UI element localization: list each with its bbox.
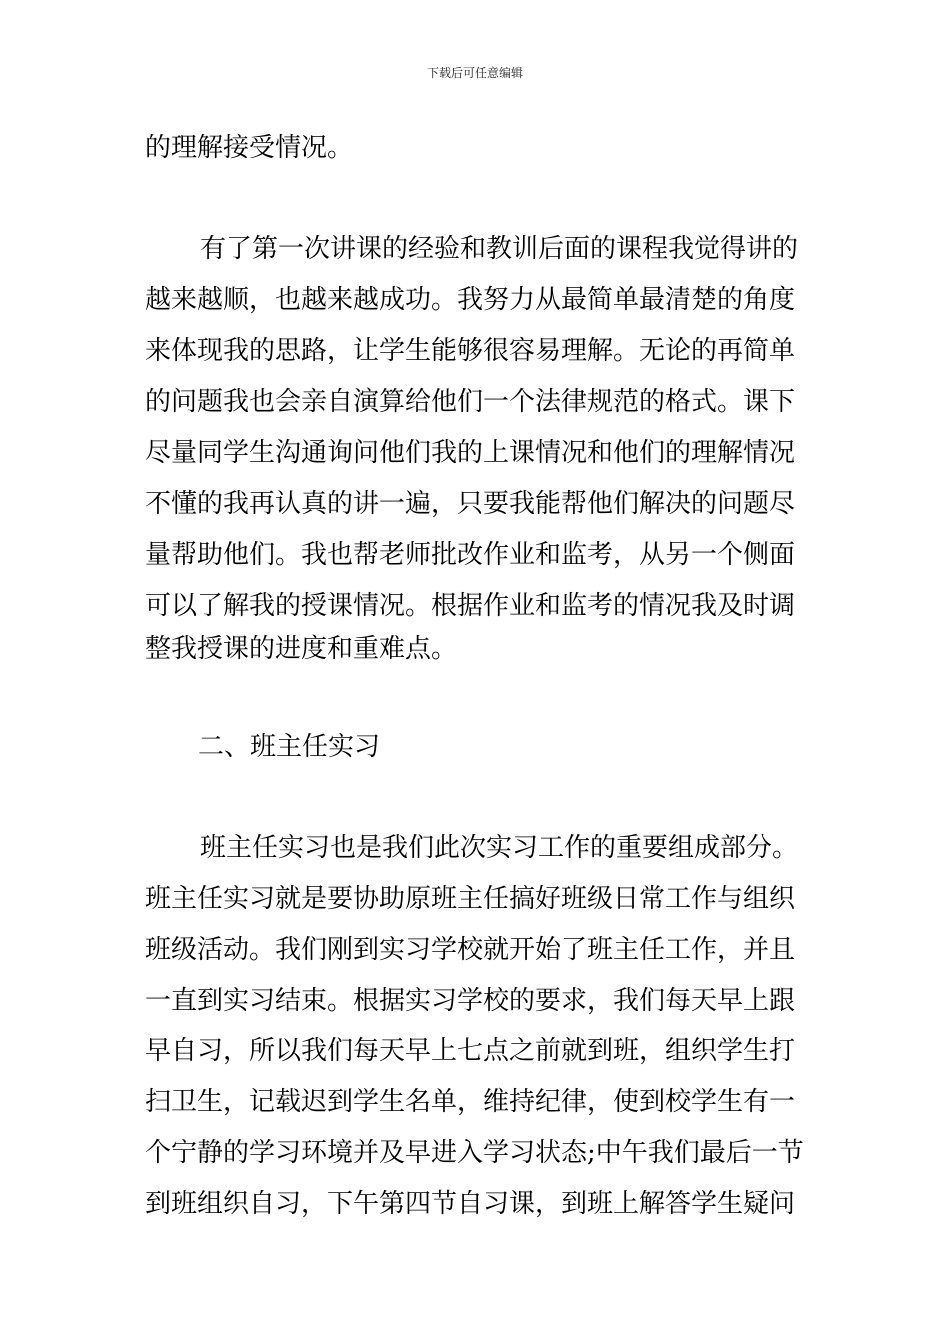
- paragraph-line: 有了第一次讲课的经验和教训后面的课程我觉得讲的: [200, 234, 799, 264]
- paragraph-line: 到班组织自习，下午第四节自习课，到班上解答学生疑问: [145, 1189, 796, 1219]
- paragraph-line: 不懂的我再认真的讲一遍，只要我能帮他们解决的问题尽: [145, 489, 796, 519]
- section-heading: 二、班主任实习: [198, 732, 381, 762]
- paragraph-line: 尽量同学生沟通询问他们我的上课情况和他们的理解情况: [145, 438, 796, 468]
- paragraph-line: 个宁静的学习环境并及早进入学习状态;中午我们最后一节: [145, 1138, 804, 1168]
- paragraph-line: 一直到实习结束。根据实习学校的要求，我们每天早上跟: [145, 986, 796, 1016]
- paragraph-line: 扫卫生，记载迟到学生名单，维持纪律，使到校学生有一: [145, 1087, 796, 1117]
- paragraph-line: 来体现我的思路，让学生能够很容易理解。无论的再简单: [145, 336, 796, 366]
- paragraph-line: 越来越顺，也越来越成功。我努力从最简单最清楚的角度: [145, 285, 796, 315]
- paragraph-line: 整我授课的进度和重难点。: [145, 634, 458, 664]
- paragraph-line: 早自习，所以我们每天早上七点之前就到班，组织学生打: [145, 1036, 796, 1066]
- paragraph-line: 班主任实习也是我们此次实习工作的重要组成部分。: [200, 833, 799, 863]
- paragraph-line: 可以了解我的授课情况。根据作业和监考的情况我及时调: [145, 591, 796, 621]
- paragraph-line: 量帮助他们。我也帮老师批改作业和监考，从另一个侧面: [145, 540, 796, 570]
- paragraph-line: 班主任实习就是要协助原班主任搞好班级日常工作与组织: [145, 884, 796, 914]
- paragraph-line: 班级活动。我们刚到实习学校就开始了班主任工作，并且: [145, 935, 796, 965]
- paragraph-line: 的理解接受情况。: [145, 133, 354, 163]
- paragraph-line: 的问题我也会亲自演算给他们一个法律规范的格式。课下: [145, 387, 796, 417]
- page-header: 下载后可任意编辑: [426, 66, 523, 80]
